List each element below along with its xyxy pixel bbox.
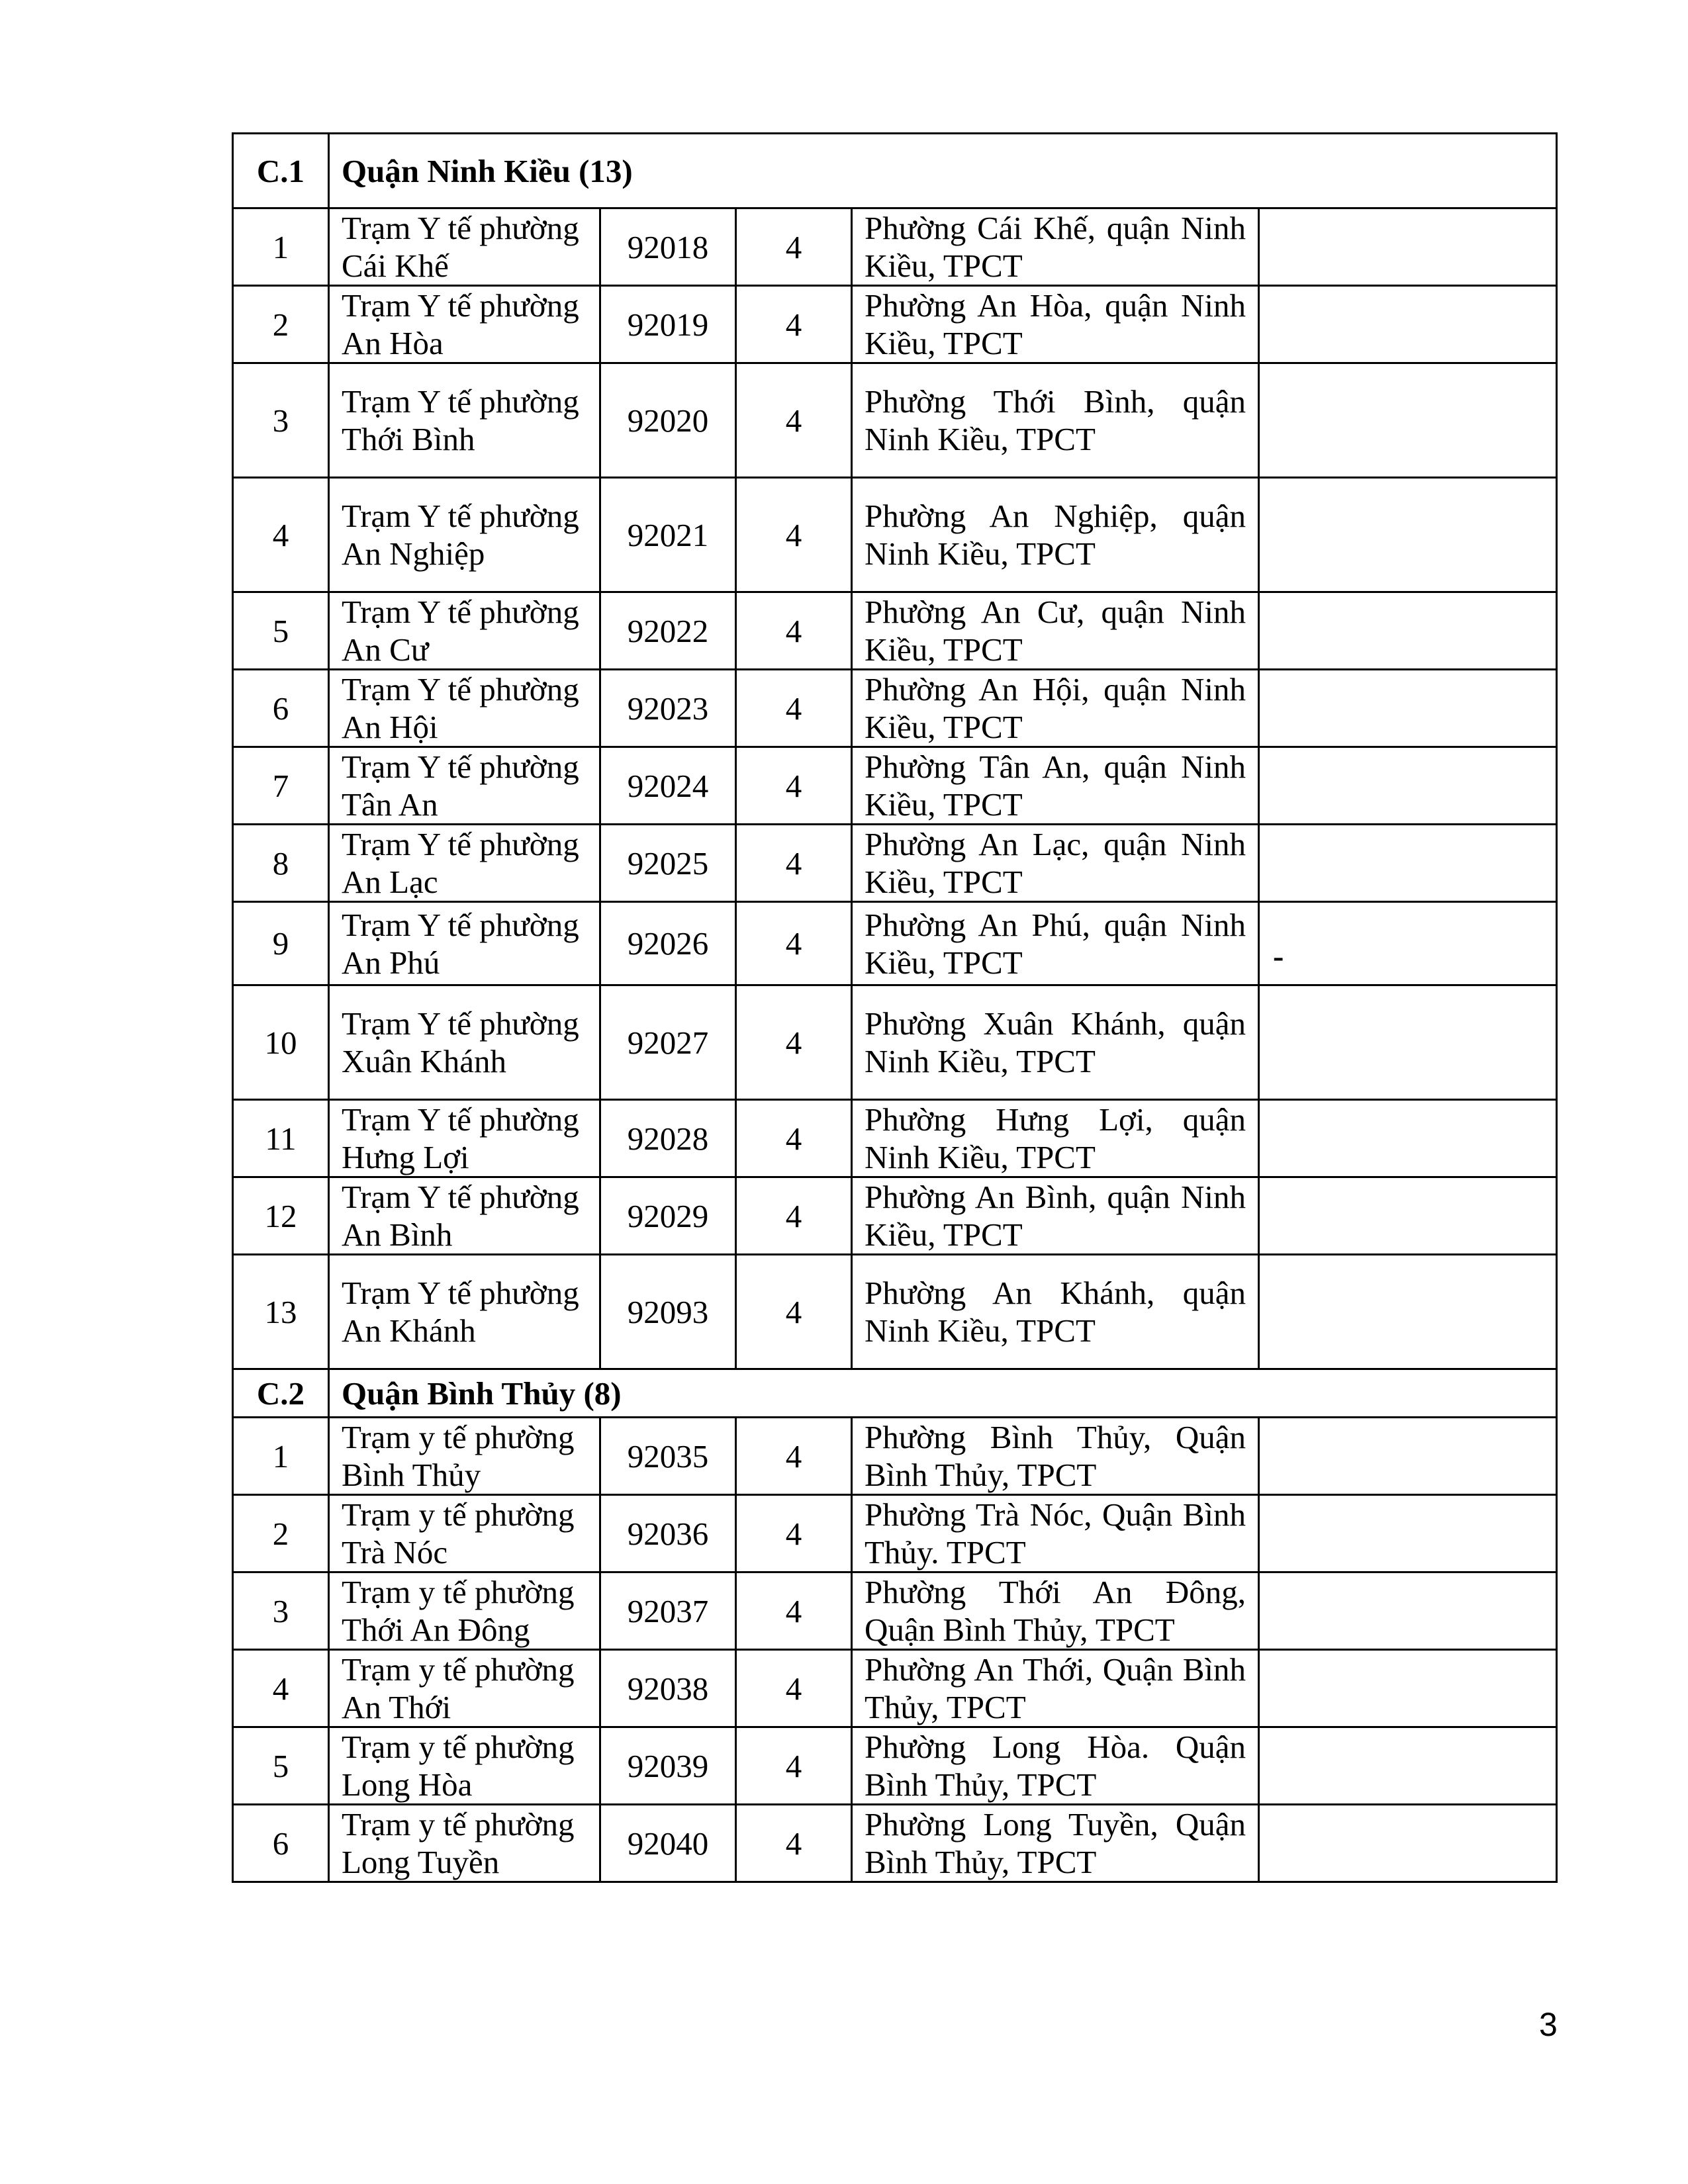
row-address: Phường Long Tuyền, Quận Bình Thủy, TPCT: [852, 1805, 1259, 1882]
row-level: 4: [736, 208, 852, 286]
row-stt: 4: [233, 478, 329, 592]
table-row: [233, 1650, 1557, 1727]
row-code: 92039: [600, 1727, 736, 1805]
row-address: Phường An Bình, quận Ninh Kiều, TPCT: [852, 1177, 1259, 1255]
row-code: 92038: [600, 1650, 736, 1727]
row-facility-name: Trạm y tế phường Long Hòa: [329, 1727, 600, 1805]
row-address: Phường Thới Bình, quận Ninh Kiều, TPCT: [852, 363, 1259, 478]
row-facility-name: Trạm y tế phường Trà Nóc: [329, 1495, 600, 1572]
row-facility-name: Trạm Y tế phường An Bình: [329, 1177, 600, 1255]
row-address: Phường Tân An, quận Ninh Kiều, TPCT: [852, 747, 1259, 825]
row-level: 4: [736, 592, 852, 670]
row-address: Phường An Hòa, quận Ninh Kiều, TPCT: [852, 286, 1259, 363]
table-row: [233, 363, 1557, 478]
row-level: 4: [736, 1418, 852, 1495]
row-level: 4: [736, 825, 852, 902]
row-level: 4: [736, 985, 852, 1100]
row-address: Phường An Nghiệp, quận Ninh Kiều, TPCT: [852, 478, 1259, 592]
row-stt: 7: [233, 747, 329, 825]
row-address: Phường An Cư, quận Ninh Kiều, TPCT: [852, 592, 1259, 670]
row-note: [1259, 208, 1557, 286]
row-level: 4: [736, 363, 852, 478]
table-row: [233, 592, 1557, 670]
row-code: 92026: [600, 902, 736, 985]
row-level: 4: [736, 286, 852, 363]
row-note: [1259, 1418, 1557, 1495]
row-note: [1259, 1100, 1557, 1177]
row-level: 4: [736, 670, 852, 747]
row-facility-name: Trạm Y tế phường An Hội: [329, 670, 600, 747]
row-facility-name: Trạm Y tế phường Thới Bình: [329, 363, 600, 478]
table-row: [233, 1418, 1557, 1495]
row-code: 92093: [600, 1255, 736, 1369]
row-stt: 6: [233, 1805, 329, 1882]
row-note: [1259, 363, 1557, 478]
row-address: Phường An Hội, quận Ninh Kiều, TPCT: [852, 670, 1259, 747]
row-level: 4: [736, 1805, 852, 1882]
row-address: Phường An Thới, Quận Bình Thủy, TPCT: [852, 1650, 1259, 1727]
row-code: 92029: [600, 1177, 736, 1255]
row-address: Phường Xuân Khánh, quận Ninh Kiều, TPCT: [852, 985, 1259, 1100]
row-facility-name: Trạm y tế phường Thới An Đông: [329, 1572, 600, 1650]
row-address: Phường Bình Thủy, Quận Bình Thủy, TPCT: [852, 1418, 1259, 1495]
row-code: 92020: [600, 363, 736, 478]
row-level: 4: [736, 1177, 852, 1255]
row-level: 4: [736, 478, 852, 592]
row-stt: 3: [233, 363, 329, 478]
row-code: 92025: [600, 825, 736, 902]
row-level: 4: [736, 1572, 852, 1650]
row-code: 92024: [600, 747, 736, 825]
row-facility-name: Trạm Y tế phường An Phú: [329, 902, 600, 985]
row-note: [1259, 1805, 1557, 1882]
row-stt: 9: [233, 902, 329, 985]
row-stt: 6: [233, 670, 329, 747]
table-row: [233, 1805, 1557, 1882]
row-facility-name: Trạm Y tế phường Tân An: [329, 747, 600, 825]
row-code: 92019: [600, 286, 736, 363]
row-facility-name: Trạm Y tế phường An Lạc: [329, 825, 600, 902]
row-code: 92023: [600, 670, 736, 747]
row-note: [1259, 1177, 1557, 1255]
row-address: Phường An Khánh, quận Ninh Kiều, TPCT: [852, 1255, 1259, 1369]
row-facility-name: Trạm Y tế phường An Nghiệp: [329, 478, 600, 592]
section-header-row: [233, 134, 1557, 208]
row-note: [1259, 825, 1557, 902]
row-stt: 5: [233, 1727, 329, 1805]
table-row: [233, 670, 1557, 747]
row-note: [1259, 985, 1557, 1100]
table-row: [233, 286, 1557, 363]
row-address: Phường Long Hòa. Quận Bình Thủy, TPCT: [852, 1727, 1259, 1805]
section-code: C.2: [233, 1369, 329, 1418]
table-row: [233, 747, 1557, 825]
row-facility-name: Trạm y tế phường An Thới: [329, 1650, 600, 1727]
row-code: 92037: [600, 1572, 736, 1650]
section-header-row: [233, 1369, 1557, 1418]
row-stt: 12: [233, 1177, 329, 1255]
row-address: Phường Thới An Đông, Quận Bình Thủy, TPCT: [852, 1572, 1259, 1650]
table-row: [233, 1727, 1557, 1805]
row-facility-name: Trạm Y tế phường Cái Khế: [329, 208, 600, 286]
row-stt: 10: [233, 985, 329, 1100]
row-stt: 13: [233, 1255, 329, 1369]
row-note: [1259, 1495, 1557, 1572]
table-row: [233, 208, 1557, 286]
row-address: Phường Trà Nóc, Quận Bình Thủy. TPCT: [852, 1495, 1259, 1572]
row-stt: 3: [233, 1572, 329, 1650]
row-stt: 4: [233, 1650, 329, 1727]
row-note: [1259, 478, 1557, 592]
row-facility-name: Trạm y tế phường Bình Thủy: [329, 1418, 600, 1495]
row-code: 92027: [600, 985, 736, 1100]
section-title: Quận Ninh Kiều (13): [329, 134, 1557, 208]
table-row: [233, 478, 1557, 592]
row-note: [1259, 747, 1557, 825]
row-facility-name: Trạm Y tế phường Xuân Khánh: [329, 985, 600, 1100]
row-stt: 11: [233, 1100, 329, 1177]
row-level: 4: [736, 747, 852, 825]
table-row: [233, 1177, 1557, 1255]
table-row: [233, 1495, 1557, 1572]
row-note: [1259, 286, 1557, 363]
row-level: 4: [736, 1100, 852, 1177]
row-level: 4: [736, 1727, 852, 1805]
row-code: 92035: [600, 1418, 736, 1495]
table-row: [233, 1100, 1557, 1177]
row-level: 4: [736, 902, 852, 985]
facility-table: [232, 132, 1558, 1883]
row-note: [1259, 670, 1557, 747]
section-title: Quận Bình Thủy (8): [329, 1369, 1557, 1418]
row-note: [1259, 1572, 1557, 1650]
row-code: 92022: [600, 592, 736, 670]
row-code: 92018: [600, 208, 736, 286]
table-row: [233, 985, 1557, 1100]
row-level: 4: [736, 1255, 852, 1369]
row-stt: 1: [233, 1418, 329, 1495]
table-row: [233, 825, 1557, 902]
row-address: Phường An Phú, quận Ninh Kiều, TPCT: [852, 902, 1259, 985]
row-note: [1259, 592, 1557, 670]
row-stt: 1: [233, 208, 329, 286]
row-note: -: [1259, 902, 1557, 985]
row-facility-name: Trạm Y tế phường An Hòa: [329, 286, 600, 363]
row-note: [1259, 1255, 1557, 1369]
row-stt: 2: [233, 1495, 329, 1572]
row-level: 4: [736, 1650, 852, 1727]
row-facility-name: Trạm Y tế phường Hưng Lợi: [329, 1100, 600, 1177]
row-note: [1259, 1727, 1557, 1805]
row-level: 4: [736, 1495, 852, 1572]
row-code: 92021: [600, 478, 736, 592]
row-facility-name: Trạm y tế phường Long Tuyền: [329, 1805, 600, 1882]
row-address: Phường Hưng Lợi, quận Ninh Kiều, TPCT: [852, 1100, 1259, 1177]
row-code: 92028: [600, 1100, 736, 1177]
row-facility-name: Trạm Y tế phường An Cư: [329, 592, 600, 670]
row-address: Phường Cái Khế, quận Ninh Kiều, TPCT: [852, 208, 1259, 286]
page-number: 3: [1539, 2006, 1558, 2043]
row-stt: 2: [233, 286, 329, 363]
row-stt: 5: [233, 592, 329, 670]
table-row: [233, 1572, 1557, 1650]
row-address: Phường An Lạc, quận Ninh Kiều, TPCT: [852, 825, 1259, 902]
table-row: [233, 902, 1557, 985]
row-stt: 8: [233, 825, 329, 902]
row-code: 92036: [600, 1495, 736, 1572]
row-note: [1259, 1650, 1557, 1727]
section-code: C.1: [233, 134, 329, 208]
table-row: [233, 1255, 1557, 1369]
row-code: 92040: [600, 1805, 736, 1882]
row-facility-name: Trạm Y tế phường An Khánh: [329, 1255, 600, 1369]
